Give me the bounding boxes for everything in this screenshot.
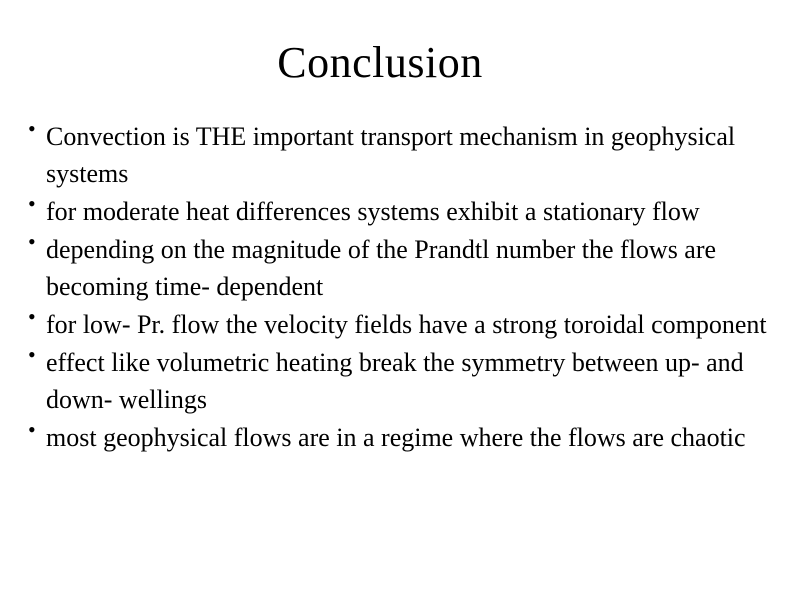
- bullet-text: for low- Pr. flow the velocity fields have a strong toroidal component: [46, 310, 767, 339]
- bullet-icon: •: [28, 342, 36, 367]
- bullet-icon: •: [28, 116, 36, 141]
- bullet-item: [28, 118, 768, 192]
- bullet-text: depending on the magnitude of the Prandtl number the flows are becoming time- dependent: [46, 235, 717, 301]
- bullet-text: effect like volumetric heating break the symmetry between up- and down- wellings: [46, 348, 744, 414]
- bullet-text: for moderate heat differences systems exhibit a stationary flow: [46, 197, 700, 226]
- bullet-item: [28, 231, 768, 305]
- bullet-item: [28, 344, 768, 418]
- bullet-list: [28, 118, 768, 457]
- slide-title: Conclusion: [277, 38, 483, 87]
- bullet-icon: •: [28, 191, 36, 216]
- bullet-text: most geophysical flows are in a regime where the flows are chaotic: [46, 423, 746, 452]
- bullet-icon: •: [28, 304, 36, 329]
- bullet-item: [28, 306, 768, 343]
- bullet-item: [28, 193, 768, 230]
- bullet-icon: •: [28, 229, 36, 254]
- bullet-text: Convection is THE important transport mechanism in geophysical systems: [46, 122, 736, 188]
- bullet-item: [28, 419, 768, 456]
- bullet-icon: •: [28, 417, 36, 442]
